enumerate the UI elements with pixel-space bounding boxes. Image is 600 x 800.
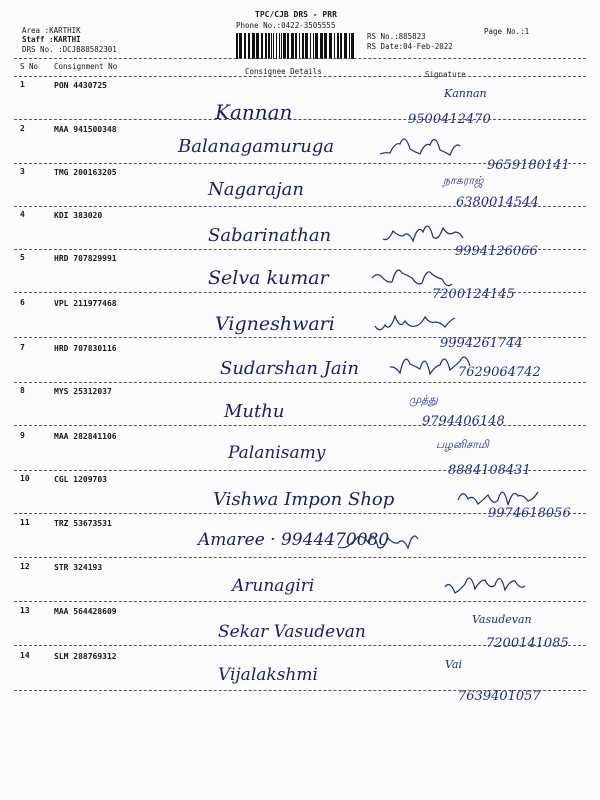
- consignment-number: MAA 282841106: [54, 432, 117, 441]
- signature-mark: [438, 610, 532, 629]
- staff-label: Staff :KARTHI: [22, 35, 81, 44]
- column-header-consignee: Consignee Details: [245, 67, 322, 76]
- row-number: 12: [20, 562, 30, 571]
- consignee-name: Kannan: [215, 100, 293, 124]
- row-divider: [14, 163, 586, 164]
- row-number: 2: [20, 124, 25, 133]
- signature-mark: [430, 84, 487, 103]
- consignee-name: Selva kumar: [208, 267, 329, 289]
- row-number: 4: [20, 210, 25, 219]
- handwritten-phone: 9974618056: [488, 506, 571, 521]
- row-divider: [14, 382, 586, 383]
- signature-text: Kannan: [444, 87, 487, 100]
- consignee-name: Arunagiri: [232, 576, 315, 596]
- handwritten-phone: 9794406148: [422, 414, 505, 429]
- consignment-number: MYS 25312037: [54, 387, 112, 396]
- row-number: 9: [20, 431, 25, 440]
- consignee-name: Vijalakshmi: [218, 665, 318, 685]
- consignment-number: VPL 211977468: [54, 299, 117, 308]
- consignment-number: SLM 288769312: [54, 652, 117, 661]
- handwritten-phone: 7200141085: [486, 636, 569, 651]
- row-divider: [14, 557, 586, 558]
- consignee-name: Palanisamy: [228, 443, 326, 463]
- handwritten-phone: 9994126066: [455, 244, 538, 259]
- handwritten-phone: 9994261744: [440, 336, 523, 351]
- barcode-image: [236, 33, 356, 59]
- consignment-number: TMG 200163205: [54, 168, 117, 177]
- signature-text: நாகராஜ்: [443, 174, 484, 187]
- rs-date: RS Date:04-Feb-2022: [367, 42, 453, 51]
- row-number: 1: [20, 80, 25, 89]
- handwritten-phone: 7629064742: [458, 365, 541, 380]
- row-divider: [14, 119, 586, 120]
- row-number: 5: [20, 253, 25, 262]
- signature-mark: [405, 390, 438, 410]
- row-number: 11: [20, 518, 30, 527]
- handwritten-phone: 7639401057: [458, 689, 541, 704]
- consignment-number: HRD 707829991: [54, 254, 117, 263]
- consignment-number: HRD 707830116: [54, 344, 117, 353]
- row-divider: [14, 690, 586, 691]
- row-number: 7: [20, 343, 25, 352]
- row-divider: [14, 470, 586, 471]
- consignment-number: MAA 941500348: [54, 125, 117, 134]
- row-divider: [14, 292, 586, 293]
- column-header-consignment: Consignment No: [54, 62, 118, 71]
- signature-mark: [412, 435, 489, 455]
- signature-text: முத்து: [409, 393, 438, 406]
- row-divider: [14, 206, 586, 207]
- row-number: 10: [20, 474, 30, 483]
- consignment-number: CGL 1209703: [54, 475, 107, 484]
- column-header-signature: Signature: [425, 70, 466, 79]
- signature-text: பழனிசாமி: [436, 438, 489, 451]
- row-divider: [14, 645, 586, 646]
- row-number: 6: [20, 298, 25, 307]
- handwritten-phone: 7200124145: [432, 287, 515, 302]
- handwritten-phone: 8884108431: [448, 463, 531, 478]
- consignee-name: Balanagamuruga: [178, 136, 335, 157]
- consignee-name: Muthu: [224, 401, 285, 422]
- consignment-number: KDI 383020: [54, 211, 103, 220]
- row-number: 13: [20, 606, 30, 615]
- column-header-sno: S No: [20, 62, 39, 71]
- handwritten-phone: 6380014544: [456, 195, 539, 210]
- row-divider: [14, 601, 586, 602]
- consignee-name: Nagarajan: [208, 179, 304, 200]
- signature-text: Vasudevan: [472, 613, 532, 626]
- handwritten-phone: 9659180141: [487, 158, 570, 173]
- signature-text: Vai: [445, 658, 463, 671]
- row-divider: [14, 513, 586, 514]
- row-divider: [14, 425, 586, 426]
- consignee-name: Sabarinathan: [208, 225, 332, 246]
- handwritten-phone: 9500412470: [408, 112, 491, 127]
- consignee-name: Sekar Vasudevan: [218, 622, 366, 642]
- page-number: Page No.:1: [484, 27, 530, 36]
- header-divider: [14, 58, 586, 59]
- drs-number: DRS No. :DCJB88582301: [22, 45, 117, 54]
- consignee-name: Amaree · 9944470080: [198, 530, 390, 550]
- row-divider: [14, 337, 586, 338]
- document-title: TPC/CJB DRS - PRR: [255, 10, 337, 19]
- consignment-number: STR 324193: [54, 563, 103, 572]
- consignee-name: Vigneshwari: [215, 313, 335, 335]
- consignee-name: Sudarshan Jain: [220, 358, 359, 379]
- row-divider: [14, 249, 586, 250]
- signature-mark: [435, 171, 484, 191]
- area-label: Area :KARTHIK: [22, 26, 81, 35]
- consignment-number: TRZ 53673531: [54, 519, 112, 528]
- column-header-divider: [14, 76, 586, 77]
- consignment-number: MAA 564428609: [54, 607, 117, 616]
- consignee-name: Vishwa Impon Shop: [213, 489, 395, 510]
- signature-mark: [415, 655, 463, 674]
- phone-number: Phone No.:0422-3505555: [236, 21, 336, 30]
- row-number: 8: [20, 386, 25, 395]
- rs-number: RS No.:885823: [367, 32, 426, 41]
- row-number: 14: [20, 651, 30, 660]
- row-number: 3: [20, 167, 25, 176]
- consignment-number: PON 4430725: [54, 81, 107, 90]
